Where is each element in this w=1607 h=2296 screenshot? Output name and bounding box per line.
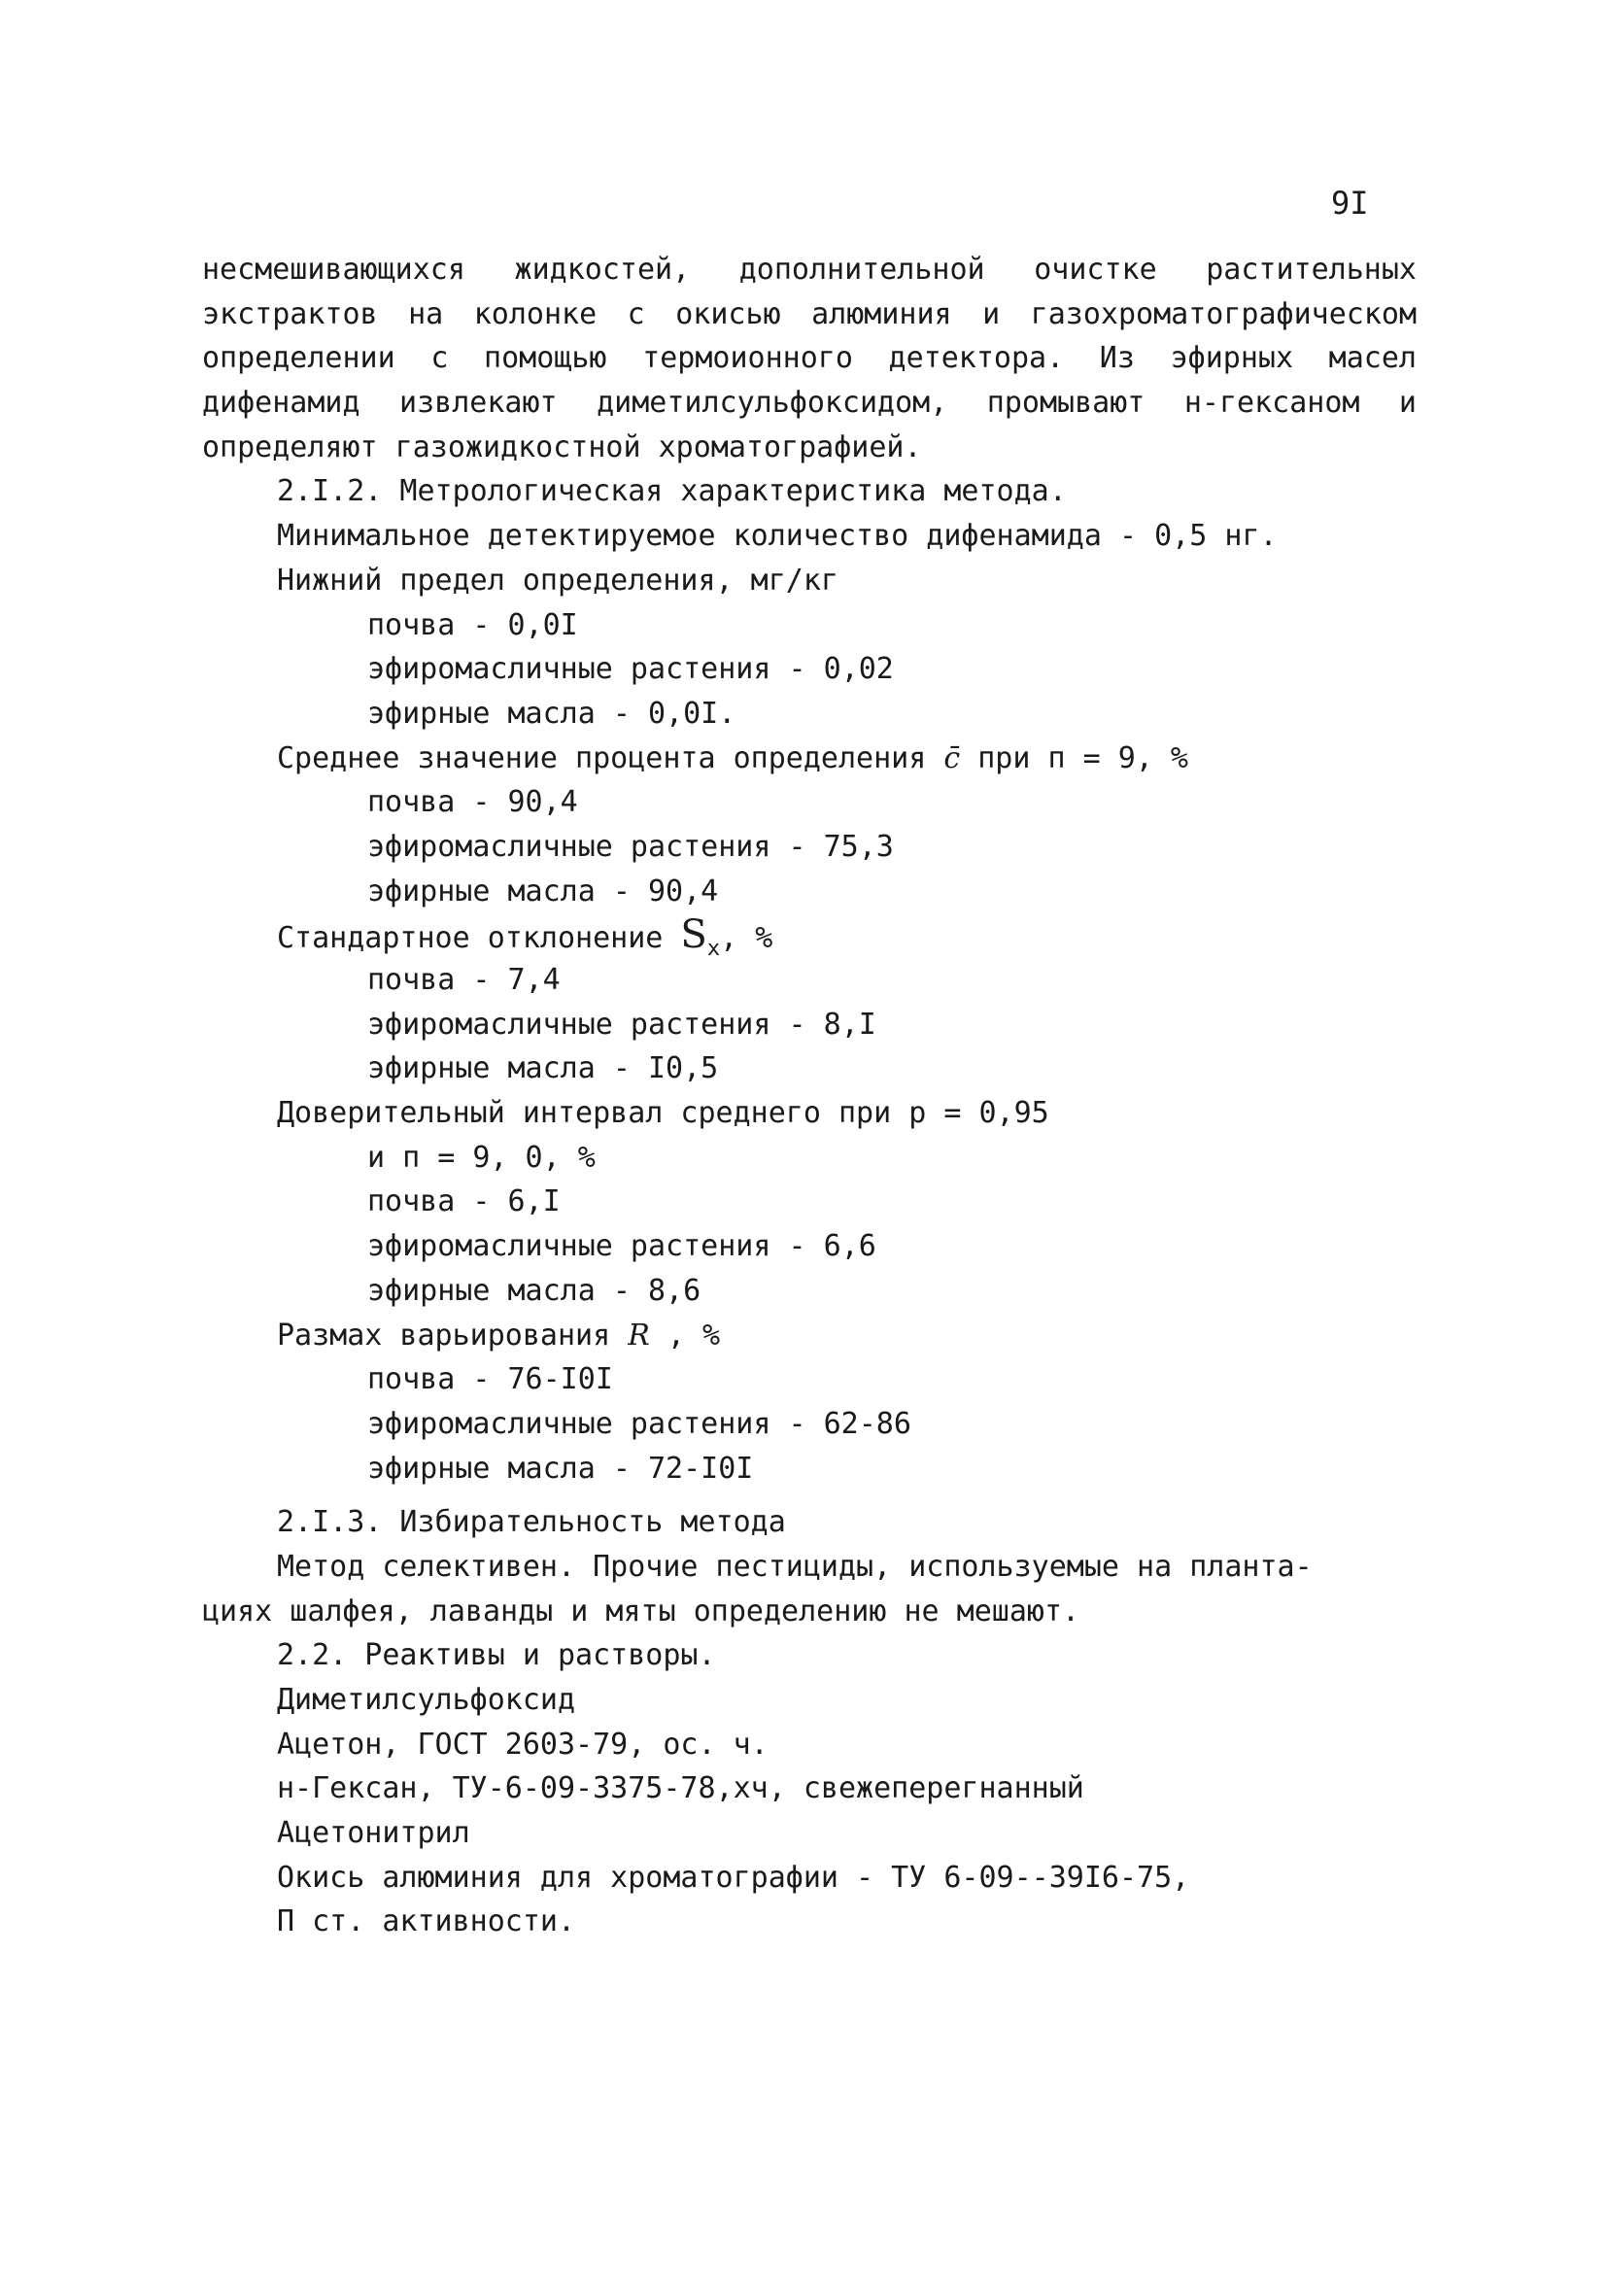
list-item: эфирные масла - 72-I0I [367,1451,754,1486]
list-item: почва - 76-I0I [367,1362,613,1397]
reagent-item: Окись алюминия для хроматографии - ТУ 6-09--39I6-75, [277,1860,1190,1895]
list-item: эфирные масла - 0,0I. [367,696,736,731]
list-item: эфирные масла - 90,4 [367,874,719,908]
confidence-title-cont: и п = 9, 0, % [367,1140,596,1175]
confidence-title: Доверительный интервал среднего при p = 0,95 [277,1096,1049,1131]
list-item: почва - 0,0I [367,607,578,642]
selectivity-text: Метод селективен. Прочие пестициды, используемые на планта- [277,1549,1313,1584]
std-dev-title [202,912,1417,962]
intro-line: дифенамид извлекают диметилсульфоксидом, промывают н-гексаном и [202,386,1417,421]
range-symbol: R [628,1318,650,1353]
section-heading-2-1-2: 2.I.2. Метрологическая характеристика метода. [277,474,1067,509]
range-title-text: , % [649,1318,721,1353]
list-item: эфиромасличные растения - 0,02 [367,652,894,687]
min-detectable-amount: Минимальное детектируемое количество дифенамида - 0,5 нг. [277,519,1278,554]
std-title-text: , % [720,921,773,956]
mean-symbol: c̄ [943,740,961,775]
page-number: 9I [1331,185,1369,222]
list-item: почва - 90,4 [367,785,578,820]
list-item: эфиромасличные растения - 75,3 [367,829,894,864]
range-title [202,1314,1417,1358]
reagent-item: Диметилсульфоксид [277,1683,576,1717]
list-item: эфиромасличные растения - 62-86 [367,1406,911,1441]
reagent-item: Ацетонитрил [277,1816,470,1851]
range-title-text: Размах варьирования [277,1318,629,1353]
spacer [202,1491,1417,1500]
list-item: почва - 7,4 [367,963,561,997]
mean-title-text: Среднее значение процента определения [277,740,944,775]
reagent-item: н-Гексан, ТУ-6-09-3375-78,хч, свежеперегнанный [277,1771,1084,1806]
mean-title-text: при п = 9, % [960,740,1188,775]
reagent-item: Ацетон, ГОСТ 2603-79, ос. ч. [277,1727,769,1762]
reagent-activity: П ст. активности. [277,1904,576,1939]
section-heading-2-2: 2.2. Реактивы и растворы. [277,1638,716,1673]
std-title-text: Стандартное отклонение [277,921,681,956]
list-item: эфирные масла - I0,5 [367,1051,719,1086]
document-body [202,248,1417,1944]
intro-line: экстрактов на колонке с окисью алюминия и газохроматографическом [202,296,1417,331]
lower-limit-title: Нижний предел определения, мг/кг [277,563,838,598]
section-heading-2-1-3: 2.I.3. Избирательность метода [277,1505,786,1540]
intro-line: определяют газожидкостной хроматографией. [202,429,922,464]
mean-value-title [202,737,1417,781]
intro-line: определении с помощью термоионного детектора. Из эфирных масел [202,341,1417,376]
list-item: эфирные масла - 8,6 [367,1273,701,1308]
selectivity-text: циях шалфея, лаванды и мяты определению не мешают. [202,1593,1080,1628]
list-item: эфиромасличные растения - 6,6 [367,1229,876,1264]
list-item: почва - 6,I [367,1184,561,1219]
intro-line: несмешивающихся жидкостей, дополнительной очистке растительных [202,253,1417,287]
std-subscript: x [706,937,721,962]
std-symbol: S [680,912,707,958]
list-item: эфиромасличные растения - 8,I [367,1007,876,1042]
